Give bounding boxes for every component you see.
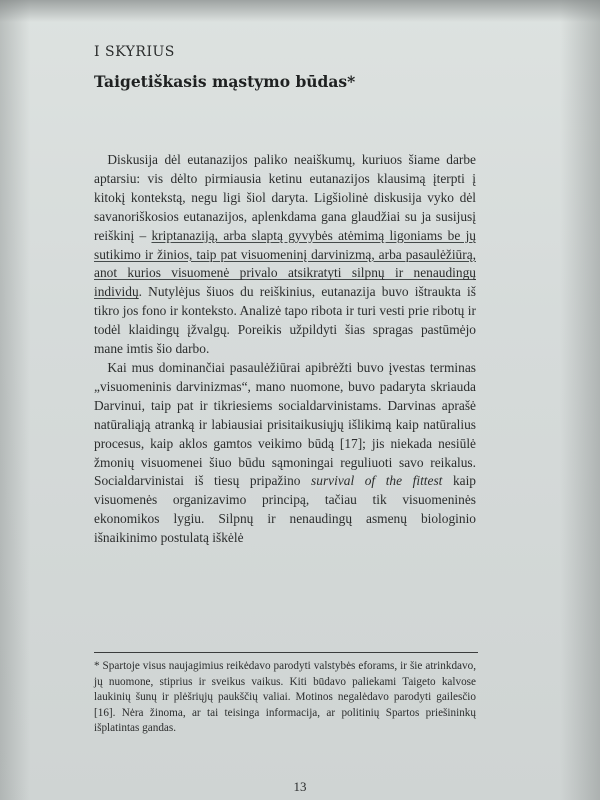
paragraph-2-text: Kai mus dominančiai pasaulėžiūrai apibrėžti buvo įvestas terminas „visuomeninis darvinizmas“, mano nuomone, buvo padaryta skriauda Darvinui, taip pat ir tikriesiems socialdarvinistams. Darvinas aprašė natūraliąją atranką ir labiausiai prisitaikusiųjų išlikimą kaip natūralius procesus, kaip aklos gamtos veikimo būdą [17]; jis niekada nesiūlė žmonių visuomenei šiuo būdu sąmoningai reguliuoti savo reikalus. Socialdarvinistai iš tiesų pripažino — [94, 359, 476, 489]
paragraph-1-text: Diskusija dėl eutanazijos paliko neaiškumų, kuriuos šiame darbe aptarsiu: vis dėlto pirmiausia ketinu eutanazijos klausimą įterpti į kitokį kontekstą, negu ligi šiol daryta. Ligšiolinė diskusija vyko dėl savanoriškosios eutanazijos, aplenkdama gana glaudžiai su ja susijusį reiškinį – — [94, 152, 476, 243]
page-number: 13 — [293, 779, 307, 794]
body-text — [94, 151, 476, 548]
paragraph-2-end: kaip visuomenės organizavimo principą, tačiau tik visuomeninės ekonomikos lygiu. Silpnų ir nenaudingų asmenų biologinio išnaikinimo postulatą iškėlė — [94, 473, 477, 546]
section-title: Taigetiškasis mąstymo būdas* — [94, 72, 356, 91]
gutter-shadow — [0, 0, 30, 800]
paragraph-2 — [94, 359, 476, 548]
right-edge-shadow — [560, 0, 600, 800]
underlined-passage: kriptanaziją, arba slaptą gyvybės atėmimą ligoniams be jų sutikimo ir žinios, taip pat visuomeninį darvinizmą, arba pasaulėžiūrą, anot kurios visuomenė privalo atsikratyti silpnų ir nenaudingų individų — [94, 227, 476, 300]
footnote-text: * Spartoje visus naujagimius reikėdavo parodyti valstybės eforams, ir šie atrinkdavo, jų nuomone, stiprius ir sveikus vaikus. Kiti būdavo paliekami Taigeto kalvose laukinių šunų ir plėšriųjų paukščių valiai. Motinos negalėdavo parodyti gailesčio [16]. Nėra žinoma, ar tai teisinga informacija, ar politinių Spartos priešininkų išplatintas gandas. — [94, 660, 476, 735]
italic-phrase: survival of the fittest — [311, 473, 443, 489]
footnote — [94, 659, 476, 737]
paragraph-1-end: . Nutylėjus šiuos du reiškinius, eutanazija buvo ištraukta iš tikro jos fono ir konteksto. Analizė tapo ribota ir turi vesti prie ribotų ir todėl klaidingų įžvalgų. Poreikis užpildyti šias spragas pastūmėjo mane imtis šio darbo. — [94, 284, 476, 357]
footnote-divider — [94, 652, 478, 653]
chapter-label: I SKYRIUS — [94, 44, 175, 60]
paragraph-1 — [94, 151, 476, 359]
top-edge-shadow — [0, 0, 600, 22]
